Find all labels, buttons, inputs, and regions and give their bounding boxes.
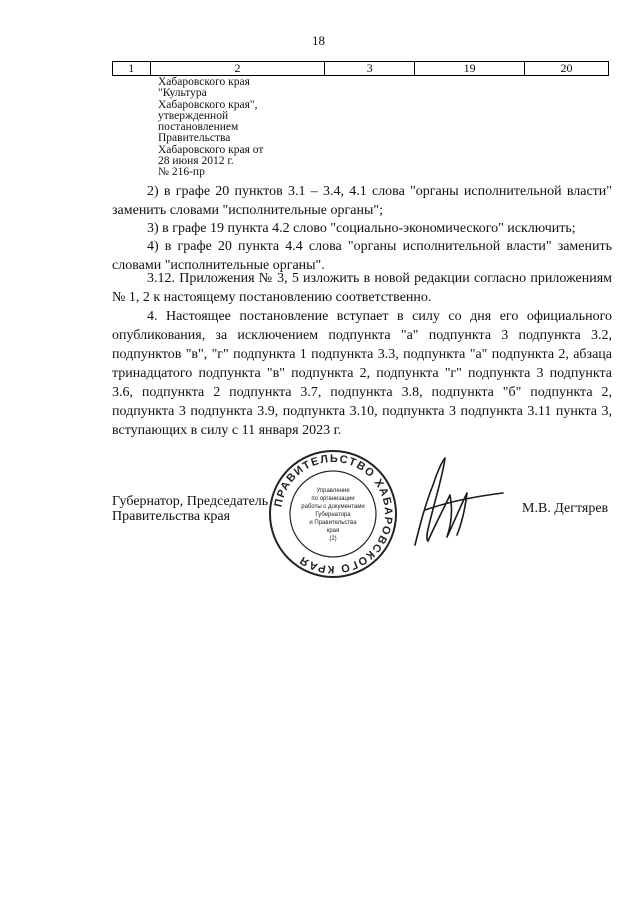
handwritten-signature — [395, 455, 505, 550]
seal-inner-line: Управление — [316, 488, 350, 494]
paragraph: 3) в графе 19 пункта 4.2 слово "социально-экономического" исключить; — [147, 221, 576, 236]
page-number: 18 — [312, 33, 325, 48]
paragraph: 4. Настоящее постановление вступает в силу со дня его официального опубликования, за исключением подпункта "а" подпункта 3 подпункта 3.2, подпунктов "в", "г" подпункта 1 подпункта 3.3, подпункта "а" подпункта 2, абзаца тринадцатого подпункта "в" подпункта 2, подпункта "г" подпункта 3 подпункта 3.6, подпункта 2 подпункта 3.7, подпункта 3.8, подпункта "б" подпункта 2, подпункта 3 подпункта 3.9, подпункта 3.10, подпункта 3 подпункта 3.11 пункта 3, вступающих в силу с 11 января 2023 г. — [112, 309, 612, 438]
table-header-cell: 19 — [415, 62, 525, 76]
column-header-table — [112, 61, 609, 76]
signatory-position: Губернатор, Председатель Правительства края — [112, 494, 269, 524]
seal-inner-line: и Правительства — [309, 520, 357, 526]
table-row — [113, 62, 609, 76]
paragraph: 2) в графе 20 пунктов 3.1 – 3.4, 4.1 слова "органы исполнительной власти" заменить словами "исполнительные органы"; — [112, 184, 612, 218]
table-header-cell: 1 — [113, 62, 151, 76]
paragraph: 4) в графе 20 пункта 4.4 слова "органы исполнительной власти" заменить словами "исполнительные органы". — [112, 239, 612, 273]
seal-inner-line: (2) — [329, 536, 337, 542]
table-header-cell: 2 — [150, 62, 325, 76]
seal-inner-line: по организации — [311, 496, 355, 502]
official-seal — [267, 448, 399, 580]
table-header-cell: 3 — [325, 62, 415, 76]
seal-inner-line: работы с документами — [301, 504, 365, 510]
seal-ring-text: ПРАВИТЕЛЬСТВО ХАБАРОВСКОГО КРАЯ — [272, 452, 395, 576]
paragraph: 3.12. Приложения № 3, 5 изложить в новой редакции согласно приложениям № 1, 2 к настоящему постановлению соответственно. — [112, 271, 612, 305]
signatory-name: М.В. Дегтярев — [522, 501, 609, 516]
seal-inner-line: Губернатора — [315, 512, 351, 518]
table-header-cell: 20 — [524, 62, 608, 76]
seal-inner-line: края — [326, 528, 340, 534]
table-cell-text: Хабаровского края "Культура Хабаровского края", утвержденной постановлением Правительства Хабаровского края от 28 июня 2012 г. № 216-пр — [158, 76, 264, 179]
